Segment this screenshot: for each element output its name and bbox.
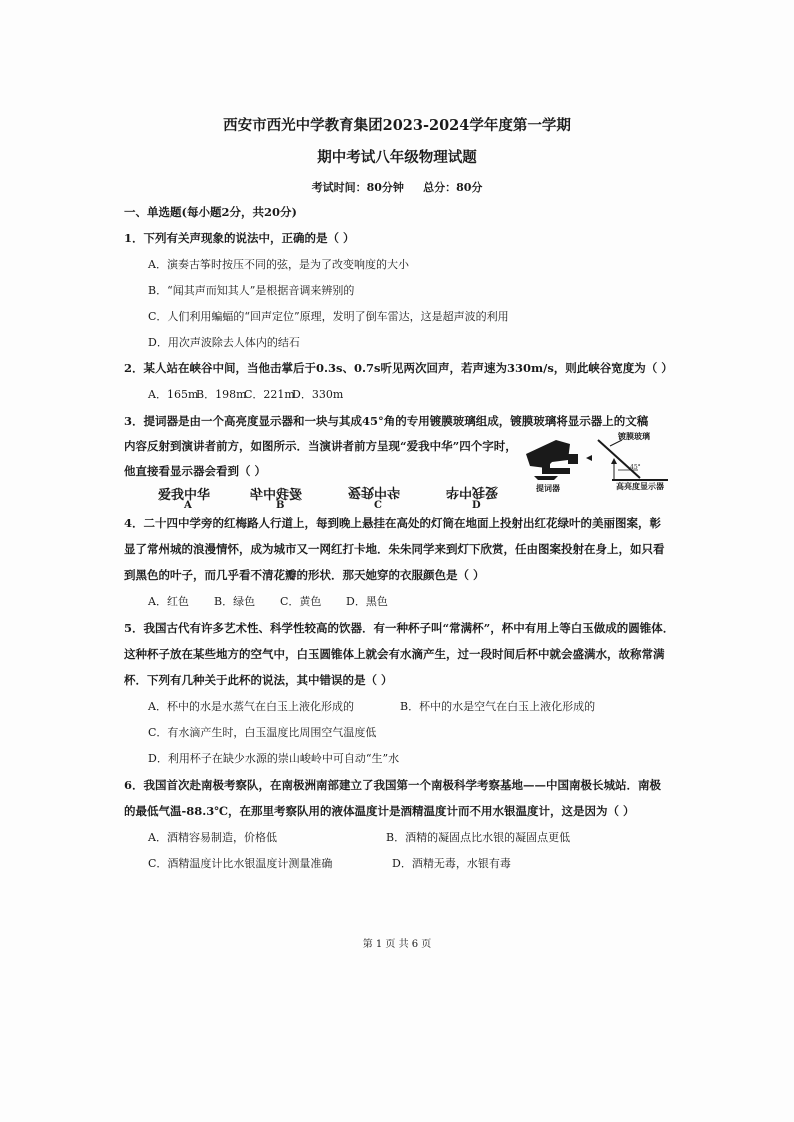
question-5-option-b: B．杯中的水是空气在白玉上液化形成的 bbox=[400, 700, 596, 713]
question-5-option-a: A．杯中的水是水蒸气在白玉上液化形成的 bbox=[148, 700, 354, 713]
question-5-stem-line3: 杯．下列有几种关于此杯的说法，其中错误的是（ ） bbox=[124, 673, 393, 687]
question-5-stem-line2: 这种杯子放在某些地方的空气中，白玉圆锥体上就会有水滴产生，过一段时间后杯中就会盛满水，故称常满 bbox=[124, 647, 665, 661]
question-5-stem-line1: 5．我国古代有许多艺术性、科学性较高的饮器．有一种杯子叫“常满杯”，杯中有用上等白玉做成的圆锥体． bbox=[124, 621, 675, 635]
question-5-option-d: D．利用杯子在缺少水源的崇山峻岭中可自动“生”水 bbox=[148, 752, 400, 765]
question-4-option-c: C．黄色 bbox=[280, 595, 322, 608]
question-3-stem-line1: 3．提词器是由一个高亮度显示器和一块与其成45°角的专用镀膜玻璃组成，镀膜玻璃将显示器上的文稿 bbox=[124, 414, 649, 428]
question-1-option-d: D．用次声波除去人体内的结石 bbox=[148, 336, 300, 349]
question-3-letter-d: D bbox=[472, 500, 481, 511]
question-3-choice-c-text: 爱我中华 bbox=[348, 484, 401, 499]
question-4-option-d: D．黑色 bbox=[346, 595, 388, 608]
question-2-option-c: C．221m bbox=[244, 388, 295, 401]
exam-info: 考试时间：80分钟 总分：80分 bbox=[311, 181, 483, 194]
question-2-option-b: B．198m bbox=[196, 388, 247, 401]
question-1-option-c: C．人们利用蝙蝠的“回声定位”原理，发明了倒车雷达，这是超声波的利用 bbox=[148, 310, 509, 323]
question-4-option-a: A．红色 bbox=[148, 595, 189, 608]
question-6-option-a: A．酒精容易制造，价格低 bbox=[148, 831, 277, 844]
section-heading: 一、单选题(每小题2分，共20分) bbox=[124, 205, 297, 219]
question-3-choice-b-text: 爱我中华 bbox=[250, 488, 303, 503]
question-3-choice-a-text: 爱我中华 bbox=[158, 488, 211, 503]
diagram-label-monitor: 高亮度显示器 bbox=[616, 481, 664, 491]
exam-title-line2: 期中考试八年级物理试题 bbox=[317, 149, 477, 166]
diagram-label-angle: 45° bbox=[630, 464, 641, 471]
question-3-letter-a: A bbox=[184, 500, 192, 511]
question-5-option-c: C．有水滴产生时，白玉温度比周围空气温度低 bbox=[148, 726, 377, 739]
question-1-option-a: A．演奏古筝时按压不同的弦，是为了改变响度的大小 bbox=[148, 258, 409, 271]
question-2-option-d: D．330m bbox=[292, 388, 344, 401]
question-4-stem-line1: 4．二十四中学旁的红梅路人行道上，每到晚上悬挂在高处的灯筒在地面上投射出红花绿叶的美丽图案，彰 bbox=[124, 516, 661, 530]
question-3-stem-line3: 他直接看显示器会看到（ ） bbox=[124, 464, 267, 478]
question-2-stem: 2．某人站在峡谷中间，当他击掌后于0.3s、0.7s听见两次回声，若声速为330m/s，则此峡谷宽度为（ ） bbox=[124, 361, 673, 375]
question-3-letter-b: B bbox=[276, 500, 285, 511]
page-footer: 第 1 页 共 6 页 bbox=[362, 939, 432, 950]
question-6-stem-line1: 6．我国首次赴南极考察队，在南极洲南部建立了我国第一个南极科学考察基地——中国南极长城站．南极 bbox=[124, 778, 661, 792]
teleprompter-diagram bbox=[522, 432, 672, 496]
question-3-letter-c: C bbox=[374, 500, 382, 511]
question-1-option-b: B．“闻其声而知其人”是根据音调来辨别的 bbox=[148, 284, 355, 297]
question-6-option-b: B．酒精的凝固点比水银的凝固点更低 bbox=[386, 831, 571, 844]
question-6-option-d: D．酒精无毒，水银有毒 bbox=[392, 857, 511, 870]
question-4-stem-line3: 到黑色的叶子，而几乎看不清花瓣的形状．那天她穿的衣服颜色是（ ） bbox=[124, 568, 485, 582]
question-4-stem-line2: 显了常州城的浪漫情怀，成为城市又一网红打卡地．朱朱同学来到灯下欣赏，任由图案投射在身上，如只看 bbox=[124, 542, 665, 556]
question-3-stem-line2: 内容反射到演讲者前方，如图所示．当演讲者前方呈现“爱我中华”四个字时， bbox=[124, 439, 517, 453]
exam-title-line1: 西安市西光中学教育集团2023-2024学年度第一学期 bbox=[223, 117, 571, 134]
question-6-option-c: C．酒精温度计比水银温度计测量准确 bbox=[148, 857, 333, 870]
question-3-choice-d-text: 爱我中华 bbox=[446, 484, 499, 499]
question-2-option-a: A．165m bbox=[148, 388, 199, 401]
diagram-label-prompter: 提词器 bbox=[536, 483, 560, 493]
question-6-stem-line2: 的最低气温-88.3℃，在那里考察队用的液体温度计是酒精温度计而不用水银温度计，这是因为（ ） bbox=[124, 804, 635, 818]
diagram-label-glass: 镀膜玻璃 bbox=[618, 431, 650, 441]
question-4-option-b: B．绿色 bbox=[214, 595, 256, 608]
question-1-stem: 1．下列有关声现象的说法中，正确的是（ ） bbox=[124, 231, 355, 245]
